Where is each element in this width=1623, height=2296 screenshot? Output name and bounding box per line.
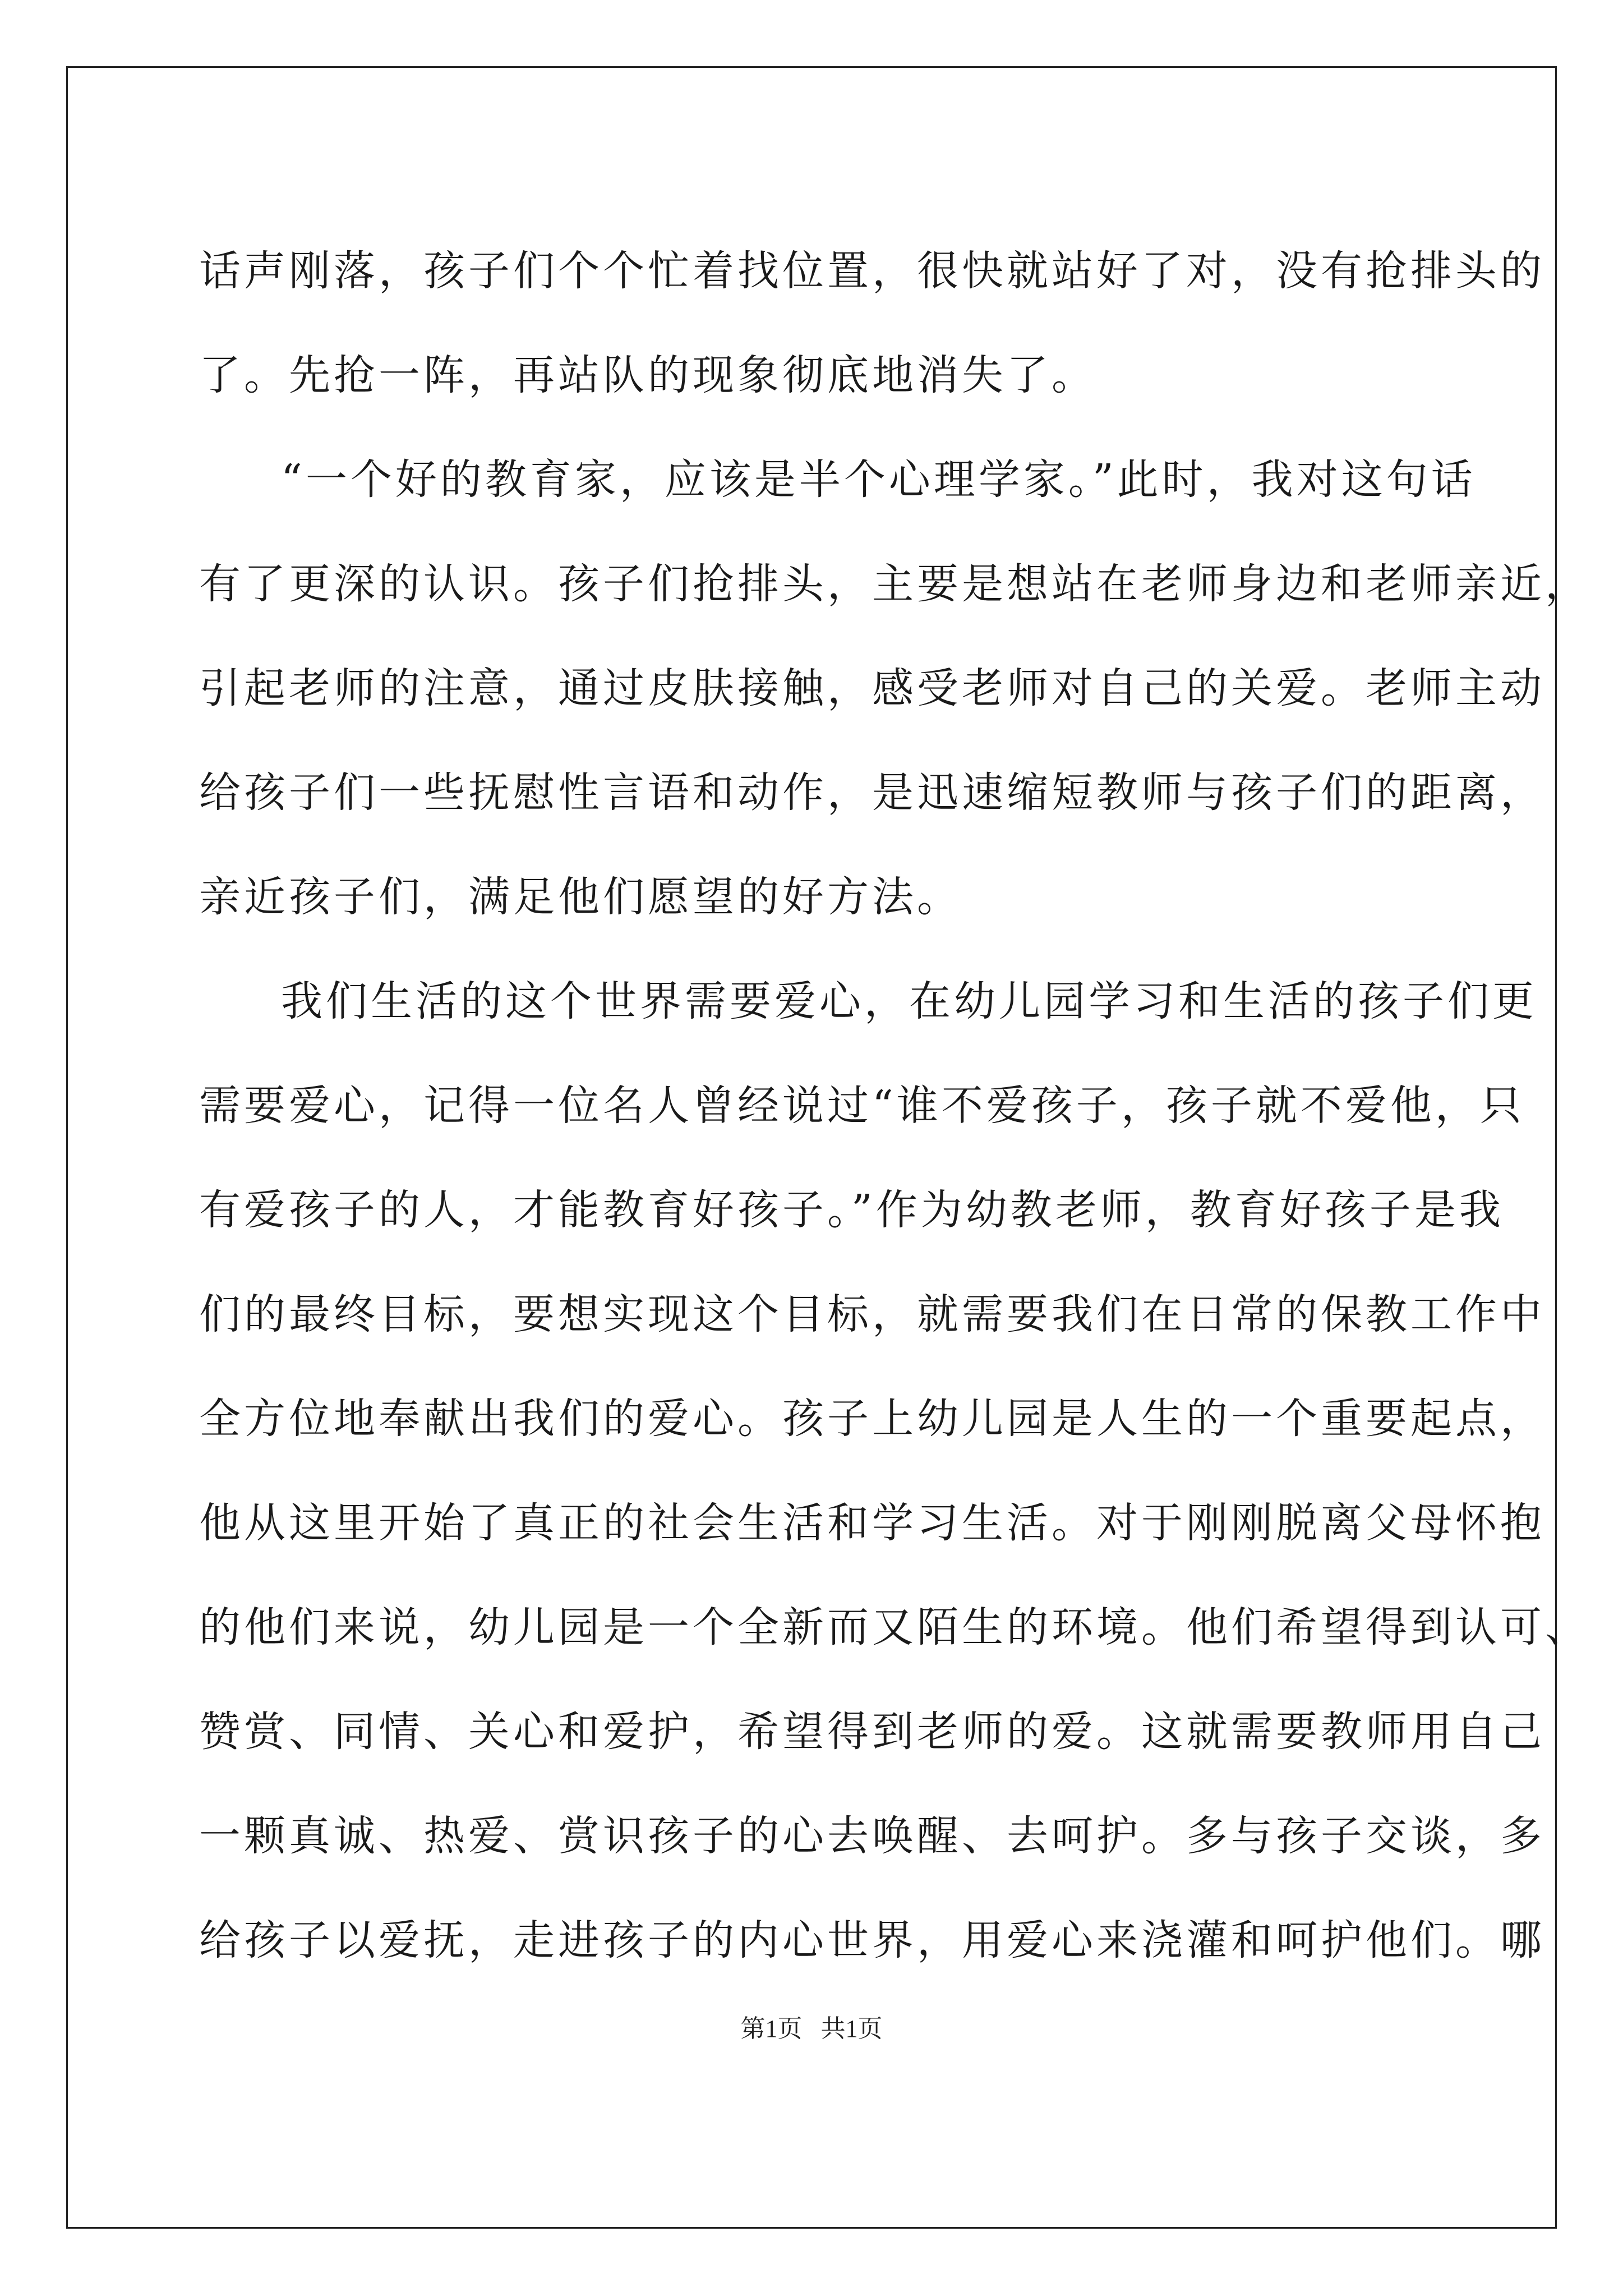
text-line: 赞赏、同情、关心和爱护，希望得到老师的爱。这就需要教师用自己 [199, 1708, 1545, 1756]
text-line: 亲近孩子们，满足他们愿望的好方法。 [199, 873, 962, 921]
text-line: 话声刚落，孩子们个个忙着找位置，很快就站好了对，没有抢排头的 [199, 247, 1545, 295]
text-line: 给孩子们一些抚慰性言语和动作，是迅速缩短教师与孩子们的距离， [199, 769, 1545, 817]
text-line: 引起老师的注意，通过皮肤接触，感受老师对自己的关爱。老师主动 [199, 664, 1545, 712]
text-line: 们的最终目标，要想实现这个目标，就需要我们在日常的保教工作中 [199, 1290, 1545, 1338]
text-line: “一个好的教育家，应该是半个心理学家。”此时，我对这句话 [281, 455, 1476, 504]
text-line: 的他们来说，幼儿园是一个全新而又陌生的环境。他们希望得到认可、 [199, 1603, 1590, 1651]
text-line: 他从这里开始了真正的社会生活和学习生活。对于刚刚脱离父母怀抱 [199, 1499, 1545, 1547]
text-line: 需要爱心，记得一位名人曾经说过“谁不爱孩子，孩子就不爱他，只 [199, 1082, 1525, 1130]
text-line: 有爱孩子的人，才能教育好孩子。”作为幼教老师，教育好孩子是我 [199, 1186, 1504, 1234]
text-line: 全方位地奉献出我们的爱心。孩子上幼儿园是人生的一个重要起点， [199, 1395, 1545, 1443]
text-line: 我们生活的这个世界需要爱心，在幼儿园学习和生活的孩子们更 [281, 977, 1537, 1025]
text-line: 有了更深的认识。孩子们抢排头，主要是想站在老师身边和老师亲近， [199, 560, 1590, 608]
text-line: 了。先抢一阵，再站队的现象彻底地消失了。 [199, 351, 1096, 399]
page-footer: 第1页 共1页 [740, 2015, 883, 2042]
text-line: 给孩子以爱抚，走进孩子的内心世界，用爱心来浇灌和呵护他们。哪 [199, 1916, 1545, 1964]
document-body [199, 219, 1590, 1993]
text-line: 一颗真诚、热爱、赏识孩子的心去唤醒、去呵护。多与孩子交谈，多 [199, 1812, 1545, 1860]
